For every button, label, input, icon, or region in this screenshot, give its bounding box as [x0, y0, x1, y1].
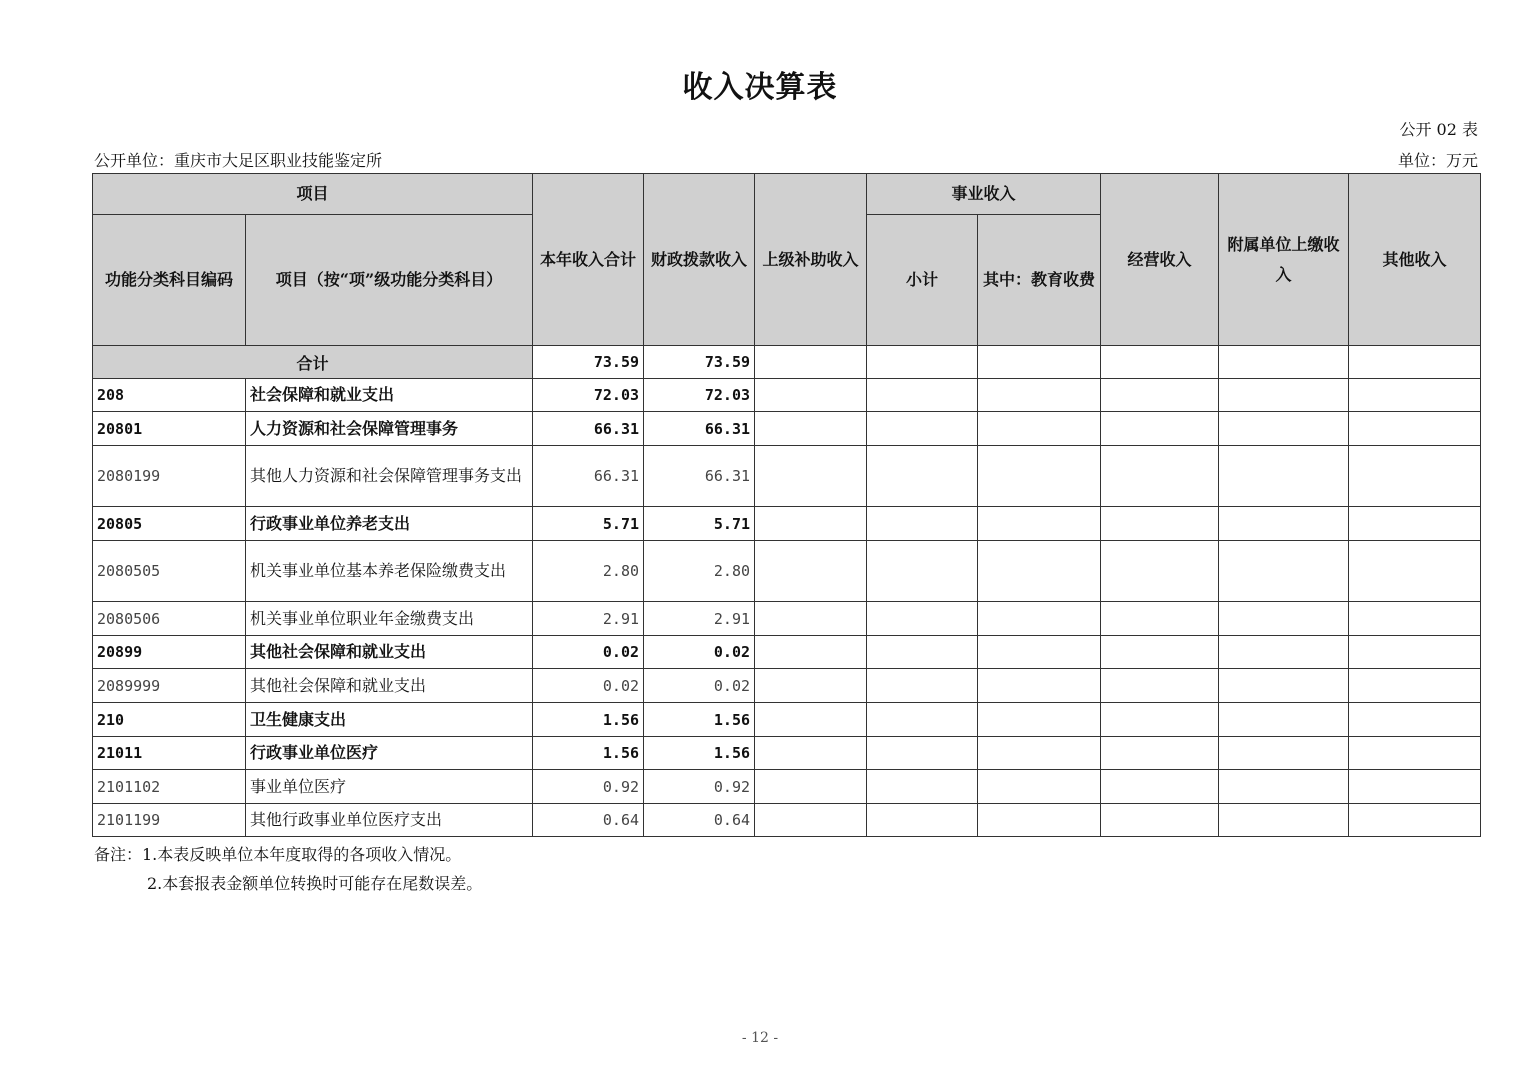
row-name: 机关事业单位基本养老保险缴费支出 [246, 541, 533, 602]
row-total: 72.03 [533, 379, 644, 412]
table-row [93, 507, 1481, 541]
header-item: 项目 [93, 174, 533, 215]
row-name: 其他社会保障和就业支出 [246, 669, 533, 703]
row-total: 5.71 [533, 507, 644, 541]
table-row [93, 602, 1481, 636]
row-total: 2.80 [533, 541, 644, 602]
row-fiscal: 0.02 [644, 636, 755, 669]
row-fiscal: 0.02 [644, 669, 755, 703]
row-fiscal: 0.64 [644, 804, 755, 837]
row-name: 社会保障和就业支出 [246, 379, 533, 412]
header-education-fee: 其中：教育收费 [978, 215, 1101, 346]
income-table [92, 173, 1481, 837]
header-operating-income: 经营收入 [1101, 174, 1219, 346]
table-row [93, 737, 1481, 770]
table-row [93, 804, 1481, 837]
row-total: 1.56 [533, 737, 644, 770]
row-name: 行政事业单位医疗 [246, 737, 533, 770]
row-fiscal: 5.71 [644, 507, 755, 541]
header-affiliated-income: 附属单位上缴收入 [1219, 174, 1349, 346]
total-label: 合计 [93, 346, 533, 379]
row-code: 2089999 [93, 669, 246, 703]
reporting-unit: 公开单位：重庆市大足区职业技能鉴定所 [94, 151, 383, 170]
header-business-income: 事业收入 [867, 174, 1101, 215]
row-code: 2080506 [93, 602, 246, 636]
header-other-income: 其他收入 [1349, 174, 1481, 346]
row-name: 其他行政事业单位医疗支出 [246, 804, 533, 837]
table-row [93, 636, 1481, 669]
row-code: 21011 [93, 737, 246, 770]
row-code: 20899 [93, 636, 246, 669]
row-total: 0.02 [533, 669, 644, 703]
row-total: 2.91 [533, 602, 644, 636]
table-row [93, 446, 1481, 507]
row-total: 0.02 [533, 636, 644, 669]
row-total: 0.92 [533, 770, 644, 804]
row-name: 机关事业单位职业年金缴费支出 [246, 602, 533, 636]
row-fiscal: 72.03 [644, 379, 755, 412]
header-subtotal: 小计 [867, 215, 978, 346]
table-row [93, 770, 1481, 804]
table-row [93, 703, 1481, 737]
row-fiscal: 2.91 [644, 602, 755, 636]
note-1: 备注：1.本表反映单位本年度取得的各项收入情况。 [94, 845, 462, 864]
table-number: 公开 02 表 [1399, 120, 1478, 139]
row-code: 2080505 [93, 541, 246, 602]
row-fiscal: 2.80 [644, 541, 755, 602]
row-code: 210 [93, 703, 246, 737]
row-code: 2101199 [93, 804, 246, 837]
table-row [93, 379, 1481, 412]
table-row [93, 541, 1481, 602]
page-number: - 12 - [741, 1030, 779, 1046]
header-fiscal-income: 财政拨款收入 [644, 174, 755, 346]
row-code: 20801 [93, 412, 246, 446]
table-row [93, 412, 1481, 446]
row-total: 1.56 [533, 703, 644, 737]
page-title: 收入决算表 [682, 70, 838, 105]
table-row [93, 669, 1481, 703]
row-fiscal: 1.56 [644, 737, 755, 770]
row-name: 卫生健康支出 [246, 703, 533, 737]
row-total: 66.31 [533, 412, 644, 446]
total-row [93, 346, 1481, 379]
row-name: 事业单位医疗 [246, 770, 533, 804]
header-name: 项目（按“项”级功能分类科目） [246, 215, 533, 346]
row-fiscal: 66.31 [644, 412, 755, 446]
header-total-income: 本年收入合计 [533, 174, 644, 346]
row-total: 66.31 [533, 446, 644, 507]
header-superior-subsidy: 上级补助收入 [755, 174, 867, 346]
row-fiscal: 1.56 [644, 703, 755, 737]
note-2: 2.本套报表金额单位转换时可能存在尾数误差。 [147, 874, 483, 893]
row-code: 2101102 [93, 770, 246, 804]
total-fiscal-value: 73.59 [644, 346, 755, 379]
row-fiscal: 66.31 [644, 446, 755, 507]
row-name: 行政事业单位养老支出 [246, 507, 533, 541]
row-fiscal: 0.92 [644, 770, 755, 804]
currency-unit: 单位：万元 [1397, 151, 1478, 170]
row-code: 20805 [93, 507, 246, 541]
row-name: 其他社会保障和就业支出 [246, 636, 533, 669]
row-name: 人力资源和社会保障管理事务 [246, 412, 533, 446]
row-name: 其他人力资源和社会保障管理事务支出 [246, 446, 533, 507]
row-total: 0.64 [533, 804, 644, 837]
header-code: 功能分类科目编码 [93, 215, 246, 346]
row-code: 2080199 [93, 446, 246, 507]
total-income-value: 73.59 [533, 346, 644, 379]
row-code: 208 [93, 379, 246, 412]
